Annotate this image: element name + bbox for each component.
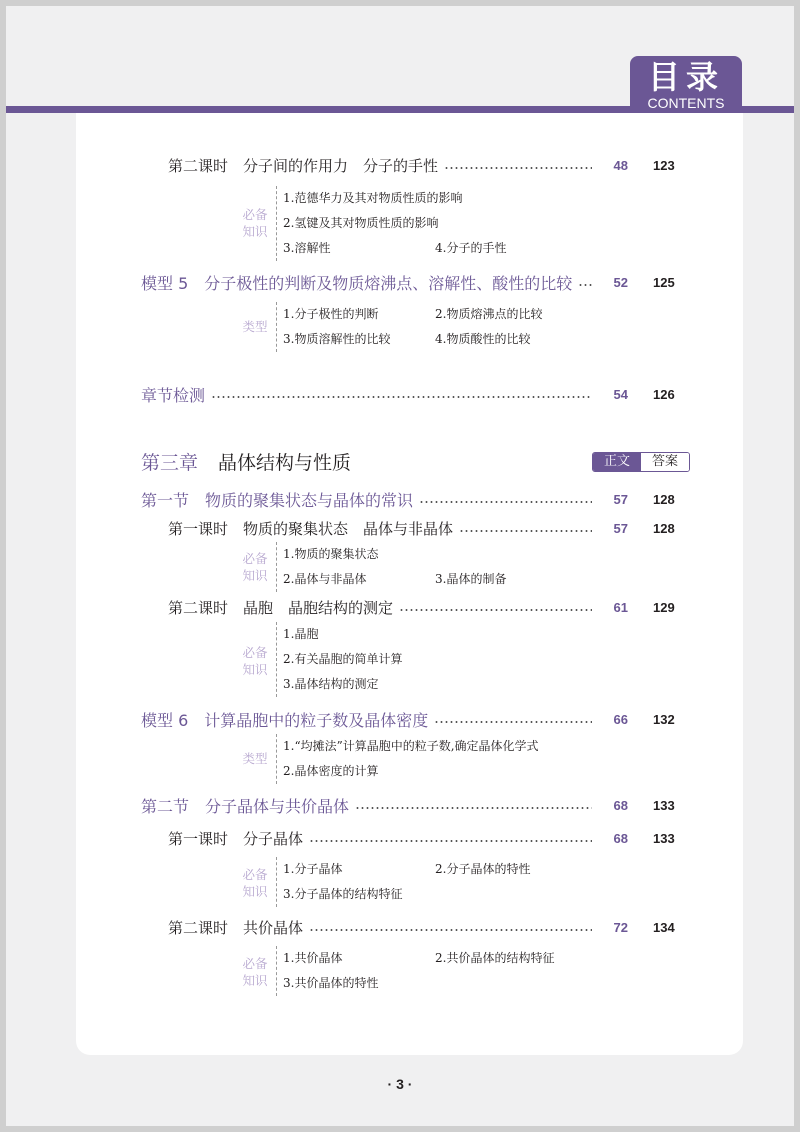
toc-entry[interactable] — [168, 915, 628, 939]
answer-page: 126 — [653, 387, 675, 402]
leader-dots — [459, 530, 592, 532]
chapter-title: 晶体结构与性质 — [218, 452, 352, 474]
entry-page: 54 — [613, 386, 628, 402]
toc-entry[interactable] — [168, 516, 628, 540]
toc-entry[interactable] — [168, 153, 628, 177]
leader-dots — [355, 807, 592, 809]
type-box — [276, 734, 626, 784]
answer-page: 129 — [653, 600, 675, 615]
toc-entry[interactable] — [141, 382, 628, 406]
entry-label: 第一课时 分子晶体 — [168, 829, 304, 848]
answer-page: 128 — [653, 521, 675, 536]
page-number: · 3 · — [387, 1076, 413, 1092]
leader-dots — [578, 284, 592, 286]
type-tag: 类型 — [242, 751, 268, 766]
type-row: 1.“均摊法”计算晶胞中的粒子数,确定晶体化学式 — [283, 739, 539, 753]
knowledge-row: 3.分子晶体的结构特征 — [283, 887, 403, 901]
knowledge-row: 1.物质的聚集状态 — [283, 547, 379, 561]
leader-dots — [211, 396, 592, 398]
answer-page: 128 — [653, 492, 675, 507]
entry-label: 模型 5 分子极性的判断及物质熔沸点、溶解性、酸性的比较 — [141, 273, 573, 293]
entry-label: 第二课时 晶胞 晶胞结构的测定 — [168, 598, 394, 617]
type-box — [276, 302, 606, 352]
answer-page: 123 — [653, 158, 675, 173]
knowledge-row: 1.范德华力及其对物质性质的影响 — [283, 191, 463, 205]
answer-page: 133 — [653, 798, 675, 813]
entry-page: 68 — [613, 797, 628, 813]
knowledge-box — [276, 542, 606, 592]
entry-label: 第二节 分子晶体与共价晶体 — [141, 796, 350, 816]
knowledge-box — [276, 946, 606, 996]
leader-dots — [399, 609, 592, 611]
toc-entry[interactable] — [141, 707, 628, 731]
chapter-heading — [141, 450, 351, 476]
knowledge-tag: 必备 知识 — [242, 551, 268, 583]
knowledge-tag: 必备 知识 — [242, 956, 268, 988]
knowledge-row: 1.分子晶体 2.分子晶体的特性 — [283, 862, 531, 876]
contents-subtitle: CONTENTS — [647, 95, 725, 111]
entry-page: 57 — [613, 491, 628, 507]
chapter-number: 第三章 — [141, 452, 199, 474]
entry-page: 48 — [613, 157, 628, 173]
entry-label: 第二课时 共价晶体 — [168, 918, 304, 937]
type-row: 2.晶体密度的计算 — [283, 764, 379, 778]
knowledge-row: 1.晶胞 — [283, 627, 319, 641]
knowledge-tag: 必备 知识 — [242, 867, 268, 899]
type-row: 3.物质溶解性的比较 4.物质酸性的比较 — [283, 332, 531, 346]
toc-entry[interactable] — [141, 270, 628, 294]
entry-page: 61 — [613, 599, 628, 615]
entry-label: 第一课时 物质的聚集状态 晶体与非晶体 — [168, 519, 454, 538]
toc-entry[interactable] — [141, 487, 628, 511]
answer-page: 125 — [653, 275, 675, 290]
entry-label: 第一节 物质的聚集状态与晶体的常识 — [141, 490, 414, 510]
contents-title: 目录 — [647, 58, 724, 96]
toc-entry[interactable] — [168, 826, 628, 850]
entry-label: 模型 6 计算晶胞中的粒子数及晶体密度 — [141, 710, 429, 730]
leader-dots — [444, 167, 592, 169]
answer-page: 134 — [653, 920, 675, 935]
knowledge-row: 2.有关晶胞的简单计算 — [283, 652, 403, 666]
knowledge-row: 2.晶体与非晶体 3.晶体的制备 — [283, 572, 507, 586]
knowledge-row: 2.氢键及其对物质性质的影响 — [283, 216, 439, 230]
knowledge-row: 3.晶体结构的测定 — [283, 677, 379, 691]
badge-main: 正文 — [593, 453, 641, 471]
badge-answer: 答案 — [641, 453, 689, 471]
knowledge-box — [276, 857, 606, 907]
entry-page: 57 — [613, 520, 628, 536]
answer-page: 132 — [653, 712, 675, 727]
entry-label: 章节检测 — [141, 385, 206, 405]
knowledge-row: 3.共价晶体的特性 — [283, 976, 379, 990]
type-row: 1.分子极性的判断 2.物质熔沸点的比较 — [283, 307, 543, 321]
knowledge-row: 1.共价晶体 2.共价晶体的结构特征 — [283, 951, 555, 965]
entry-page: 66 — [613, 711, 628, 727]
knowledge-box — [276, 186, 606, 261]
answer-page: 133 — [653, 831, 675, 846]
knowledge-tag: 必备 知识 — [242, 207, 268, 239]
leader-dots — [419, 501, 592, 503]
contents-tab — [630, 56, 742, 113]
knowledge-tag: 必备 知识 — [242, 645, 268, 677]
knowledge-box — [276, 622, 606, 697]
toc-entry[interactable] — [141, 793, 628, 817]
chapter-badge — [592, 452, 690, 472]
type-tag: 类型 — [242, 319, 268, 334]
entry-page: 72 — [613, 919, 628, 935]
entry-page: 52 — [613, 274, 628, 290]
leader-dots — [309, 840, 592, 842]
entry-label: 第二课时 分子间的作用力 分子的手性 — [168, 156, 439, 175]
knowledge-row: 3.溶解性 4.分子的手性 — [283, 241, 507, 255]
leader-dots — [309, 929, 592, 931]
entry-page: 68 — [613, 830, 628, 846]
toc-entry[interactable] — [168, 595, 628, 619]
leader-dots — [434, 721, 592, 723]
